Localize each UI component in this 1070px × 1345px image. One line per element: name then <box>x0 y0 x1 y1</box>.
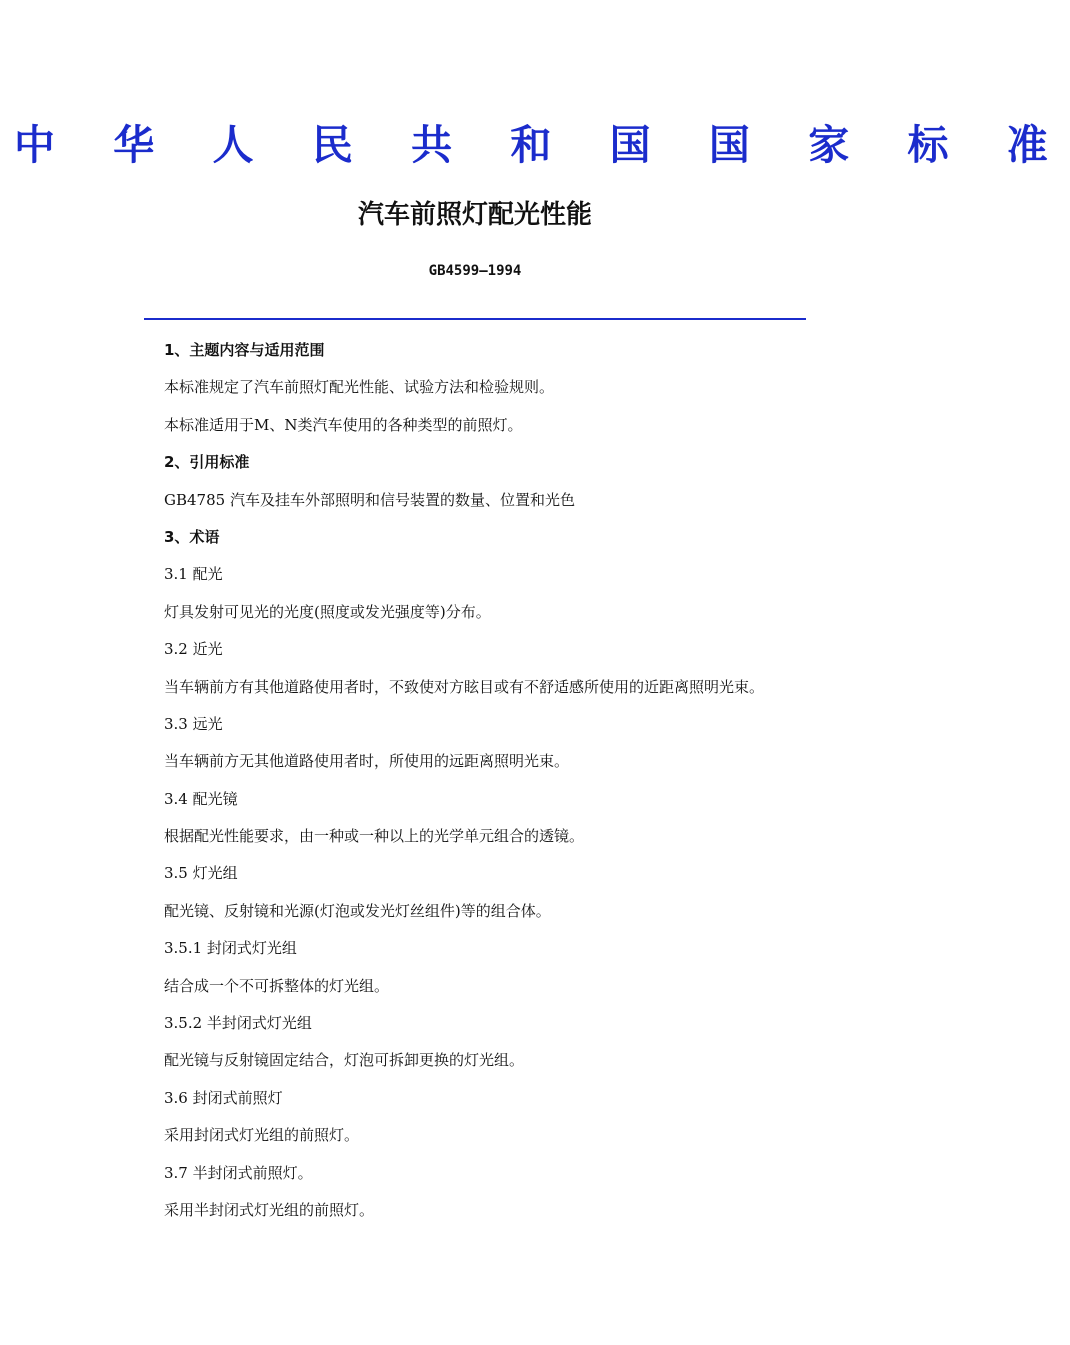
national-standard-title: 中 华 人 民 共 和 国 国 家 标 准 <box>14 121 1070 169</box>
document-body <box>164 338 824 1235</box>
term-definition: 当车辆前方有其他道路使用者时，不致使对方眩目或有不舒适感所使用的近距离照明光束。 <box>164 677 765 696</box>
term-definition: 结合成一个不可拆整体的灯光组。 <box>164 976 390 995</box>
term-number: 3.2 近光 <box>164 640 223 659</box>
paragraph: 本标准适用于M、N类汽车使用的各种类型的前照灯。 <box>164 415 523 434</box>
paragraph: 本标准规定了汽车前照灯配光性能、试验方法和检验规则。 <box>164 378 555 397</box>
term-number: 3.7 半封闭式前照灯。 <box>164 1163 313 1182</box>
document-title: 汽车前照灯配光性能 <box>357 200 592 230</box>
standard-code: GB4599—1994 <box>428 263 522 279</box>
term-number: 3.5.1 封闭式灯光组 <box>164 939 297 958</box>
title-divider <box>144 318 806 320</box>
term-number: 3.5 灯光组 <box>164 864 238 883</box>
term-number: 3.4 配光镜 <box>164 789 238 808</box>
term-definition: 根据配光性能要求，由一种或一种以上的光学单元组合的透镜。 <box>164 827 585 846</box>
term-definition: 配光镜、反射镜和光源(灯泡或发光灯丝组件)等的组合体。 <box>164 901 551 920</box>
term-definition: 采用半封闭式灯光组的前照灯。 <box>164 1200 375 1219</box>
term-definition: 灯具发射可见光的光度(照度或发光强度等)分布。 <box>164 602 491 621</box>
term-definition: 配光镜与反射镜固定结合，灯泡可拆卸更换的灯光组。 <box>164 1051 525 1070</box>
term-number: 3.3 远光 <box>164 714 223 733</box>
term-number: 3.6 封闭式前照灯 <box>164 1088 283 1107</box>
term-definition: 当车辆前方无其他道路使用者时，所使用的远距离照明光束。 <box>164 752 570 771</box>
section-heading: 3、术语 <box>164 527 220 546</box>
section-heading: 1、主题内容与适用范围 <box>164 341 325 359</box>
paragraph: GB4785 汽车及挂车外部照明和信号装置的数量、位置和光色 <box>164 490 575 509</box>
section-heading: 2、引用标准 <box>164 453 250 472</box>
term-number: 3.5.2 半封闭式灯光组 <box>164 1014 312 1033</box>
term-number: 3.1 配光 <box>164 565 223 584</box>
term-definition: 采用封闭式灯光组的前照灯。 <box>164 1126 360 1145</box>
